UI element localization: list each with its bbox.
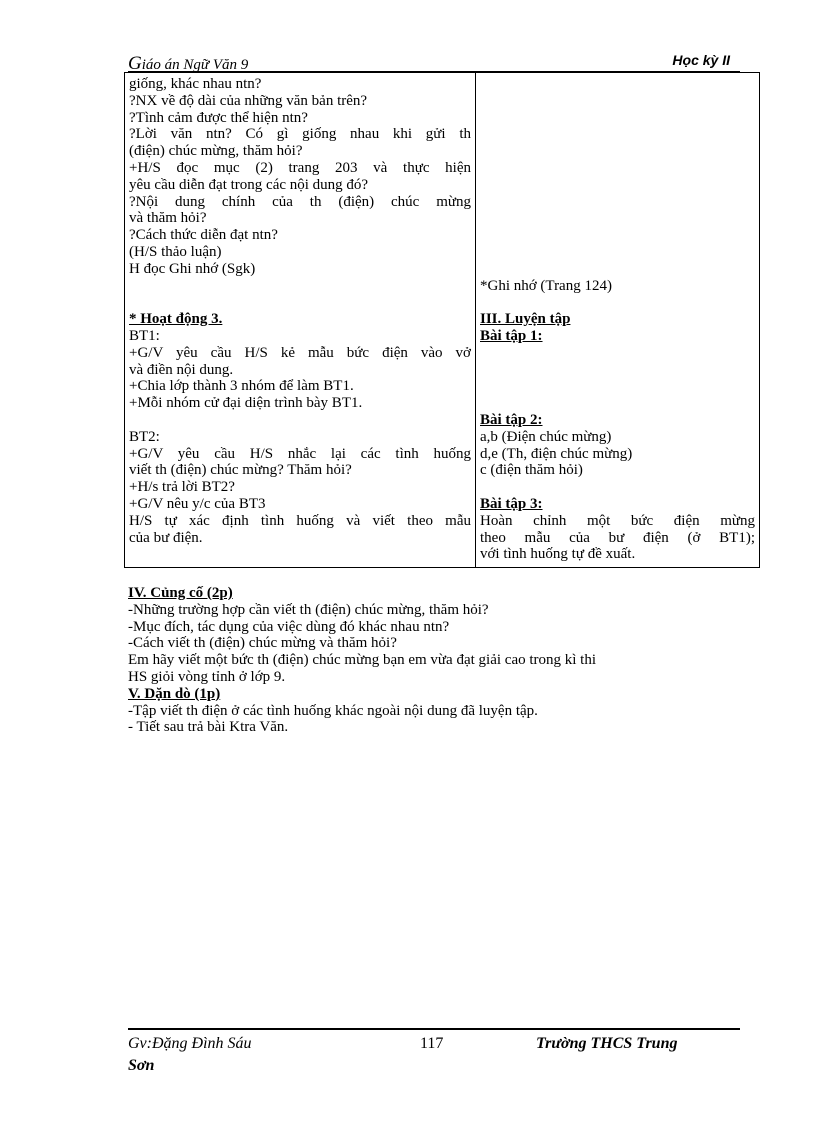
lesson-table <box>124 72 760 568</box>
text-line: với tình huống tự đề xuất. <box>480 546 636 563</box>
exercise-3-heading: Bài tập 3: <box>480 495 543 512</box>
text-line: -Tập viết th điện ở các tình huống khác ngoài nội dung đã luyện tập. <box>128 702 538 719</box>
text-line: BT2: <box>129 428 160 445</box>
subject-title: Giáo án Ngữ Văn 9 <box>128 53 249 74</box>
text-line: Em hãy viết một bức th (điện) chúc mừng bạn em vừa đạt giải cao trong kì thi <box>128 652 597 669</box>
text-line: ?Nội dung chính của th (điện) chúc mừng <box>129 193 471 210</box>
author-name: Gv:Đặng Đình Sáu <box>128 1035 252 1052</box>
text-line: +H/S đọc mục (2) trang 203 và thực hiện <box>129 159 471 176</box>
text-line: ?NX về độ dài của những văn bản trên? <box>129 92 368 109</box>
text-line: c (điện thăm hỏi) <box>480 462 583 479</box>
text-line: H đọc Ghi nhớ (Sgk) <box>129 260 256 277</box>
text-line: a,b (Điện chúc mừng) <box>480 428 612 445</box>
text-line: BT1: <box>129 327 160 344</box>
activity-heading: * Hoạt động 3. <box>129 311 223 328</box>
text-line: Hoàn chỉnh một bức điện mừng <box>480 512 755 529</box>
text-line: ?Lời văn ntn? Có gì giống nhau khi gửi th <box>129 126 471 143</box>
text-line: d,e (Th, điện chúc mừng) <box>480 445 633 462</box>
footer-rule <box>128 1028 740 1030</box>
text-line: (điện) chúc mừng, thăm hỏi? <box>129 143 303 160</box>
text-line: +G/V yêu cầu H/S kẻ mẫu bức điện vào vở <box>129 344 471 361</box>
text-line: -Những trường hợp cần viết th (điện) chúc mừng, thăm hỏi? <box>128 601 489 618</box>
text-line: H/S tự xác định tình huống và viết theo mẫu <box>129 512 471 529</box>
text-line: của bư điện. <box>129 529 203 546</box>
homework-heading: V. Dặn dò (1p) <box>128 685 221 702</box>
school-name-continued: Sơn <box>128 1057 155 1074</box>
text-line: và điền nội dung. <box>129 361 234 378</box>
text-line: +Mỗi nhóm cử đại diện trình bày BT1. <box>129 395 363 412</box>
text-line: - Tiết sau trả bài Ktra Văn. <box>128 719 289 736</box>
text-line: -Cách viết th (điện) chúc mừng và thăm hỏi? <box>128 635 397 652</box>
school-name: Trường THCS Trung <box>536 1035 678 1052</box>
content-column <box>476 73 760 568</box>
text-line: HS giỏi vòng tỉnh ở lớp 9. <box>128 668 286 685</box>
text-line: +Chia lớp thành 3 nhóm để làm BT1. <box>129 378 354 395</box>
exercise-2-heading: Bài tập 2: <box>480 411 543 428</box>
page-header <box>128 50 740 72</box>
summary-section <box>128 585 748 736</box>
exercise-1-heading: Bài tập 1: <box>480 327 543 344</box>
text-line: ?Cách thức diễn đạt ntn? <box>129 227 278 244</box>
text-line: +G/V nêu y/c của BT3 <box>129 495 266 512</box>
text-line: -Mục đích, tác dụng của việc dùng đó khác nhau ntn? <box>128 618 450 635</box>
semester-label: Học kỳ II <box>672 52 730 68</box>
text-line: (H/S thảo luận) <box>129 243 222 260</box>
ghi-nho-note: *Ghi nhớ (Trang 124) <box>480 277 612 294</box>
text-line: và thăm hỏi? <box>129 210 207 227</box>
table-row <box>125 73 760 568</box>
consolidation-heading: IV. Củng cố (2p) <box>128 585 233 601</box>
text-line: +H/s trả lời BT2? <box>129 479 235 496</box>
page-number: 117 <box>420 1035 444 1052</box>
text-line: +G/V yêu cầu H/S nhắc lại các tình huống <box>129 445 471 462</box>
text-line: viết th (điện) chúc mừng? Thăm hỏi? <box>129 462 352 479</box>
text-line: ?Tình cảm được thể hiện ntn? <box>129 109 308 126</box>
text-line: yêu cầu diễn đạt trong các nội dung đó? <box>129 176 369 193</box>
section-heading: III. Luyện tập <box>480 311 571 328</box>
text-line: giống, khác nhau ntn? <box>129 76 262 92</box>
activities-column <box>125 73 476 568</box>
text-line: theo mẫu của bư điện (ở BT1); <box>480 529 755 546</box>
